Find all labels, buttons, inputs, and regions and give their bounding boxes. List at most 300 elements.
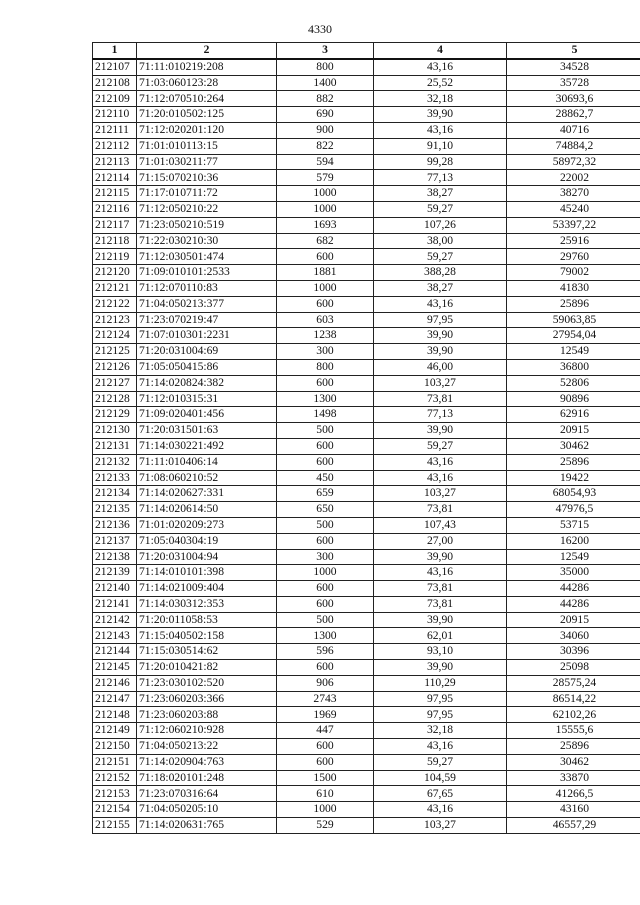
cell-value: 62916 — [507, 407, 640, 423]
cell-cadastral-number: 71:15:040502:158 — [137, 628, 277, 644]
cell-area: 800 — [277, 359, 374, 375]
table-row — [93, 565, 640, 581]
cell-cadastral-number: 71:23:060203:366 — [137, 691, 277, 707]
cell-row-number: 212153 — [93, 786, 137, 802]
cell-cadastral-number: 71:14:020904:763 — [137, 754, 277, 770]
cell-value: 35000 — [507, 565, 640, 581]
cell-row-number: 212115 — [93, 186, 137, 202]
table-row — [93, 423, 640, 439]
column-header-3: 3 — [277, 43, 374, 59]
cell-cadastral-number: 71:20:011058:53 — [137, 612, 277, 628]
cell-value: 53715 — [507, 517, 640, 533]
cell-value: 41830 — [507, 280, 640, 296]
table-row — [93, 201, 640, 217]
cell-row-number: 212110 — [93, 107, 137, 123]
cell-row-number: 212142 — [93, 612, 137, 628]
cell-area: 822 — [277, 138, 374, 154]
table-row — [93, 122, 640, 138]
table-row — [93, 723, 640, 739]
cell-value: 53397,22 — [507, 217, 640, 233]
cell-area: 500 — [277, 423, 374, 439]
cell-cadastral-number: 71:09:010101:2533 — [137, 265, 277, 281]
cell-area: 600 — [277, 533, 374, 549]
cell-row-number: 212111 — [93, 122, 137, 138]
cell-cadastral-number: 71:11:010406:14 — [137, 454, 277, 470]
table-row — [93, 739, 640, 755]
cell-row-number: 212108 — [93, 75, 137, 91]
cell-area: 600 — [277, 249, 374, 265]
cell-cadastral-number: 71:07:010301:2231 — [137, 328, 277, 344]
cell-area: 594 — [277, 154, 374, 170]
cell-area: 529 — [277, 818, 374, 834]
cell-cadastral-number: 71:15:030514:62 — [137, 644, 277, 660]
cell-rate: 39,90 — [374, 423, 507, 439]
cell-rate: 43,16 — [374, 470, 507, 486]
cell-area: 600 — [277, 581, 374, 597]
cell-rate: 107,26 — [374, 217, 507, 233]
table-row — [93, 660, 640, 676]
cell-value: 40716 — [507, 122, 640, 138]
table-row — [93, 75, 640, 91]
cell-row-number: 212120 — [93, 265, 137, 281]
cell-area: 1400 — [277, 75, 374, 91]
cell-value: 44286 — [507, 596, 640, 612]
cell-cadastral-number: 71:11:010219:208 — [137, 59, 277, 75]
cell-area: 450 — [277, 470, 374, 486]
cell-rate: 73,81 — [374, 391, 507, 407]
cell-row-number: 212125 — [93, 344, 137, 360]
cell-area: 596 — [277, 644, 374, 660]
cell-value: 12549 — [507, 549, 640, 565]
cell-rate: 104,59 — [374, 770, 507, 786]
cell-rate: 43,16 — [374, 739, 507, 755]
cell-value: 29760 — [507, 249, 640, 265]
cell-cadastral-number: 71:12:070110:83 — [137, 280, 277, 296]
table-row — [93, 138, 640, 154]
table-row — [93, 707, 640, 723]
cell-row-number: 212114 — [93, 170, 137, 186]
table-row — [93, 533, 640, 549]
cell-row-number: 212117 — [93, 217, 137, 233]
cell-row-number: 212113 — [93, 154, 137, 170]
cell-value: 22002 — [507, 170, 640, 186]
cell-cadastral-number: 71:20:010421:82 — [137, 660, 277, 676]
cell-cadastral-number: 71:01:020209:273 — [137, 517, 277, 533]
cell-value: 27954,04 — [507, 328, 640, 344]
table-row — [93, 549, 640, 565]
cell-row-number: 212139 — [93, 565, 137, 581]
cell-area: 500 — [277, 612, 374, 628]
cell-value: 35728 — [507, 75, 640, 91]
cell-rate: 97,95 — [374, 691, 507, 707]
cell-row-number: 212130 — [93, 423, 137, 439]
cell-area: 882 — [277, 91, 374, 107]
table-row — [93, 217, 640, 233]
cell-rate: 59,27 — [374, 201, 507, 217]
cell-cadastral-number: 71:23:030102:520 — [137, 675, 277, 691]
cell-area: 600 — [277, 596, 374, 612]
cell-cadastral-number: 71:05:050415:86 — [137, 359, 277, 375]
cell-rate: 32,18 — [374, 723, 507, 739]
cell-cadastral-number: 71:23:050210:519 — [137, 217, 277, 233]
table-row — [93, 154, 640, 170]
cell-cadastral-number: 71:15:070210:36 — [137, 170, 277, 186]
cell-row-number: 212127 — [93, 375, 137, 391]
cell-row-number: 212141 — [93, 596, 137, 612]
table-row — [93, 770, 640, 786]
cell-row-number: 212124 — [93, 328, 137, 344]
cell-rate: 39,90 — [374, 549, 507, 565]
cell-rate: 59,27 — [374, 249, 507, 265]
cell-area: 906 — [277, 675, 374, 691]
cell-value: 20915 — [507, 612, 640, 628]
cell-row-number: 212131 — [93, 438, 137, 454]
cell-rate: 77,13 — [374, 170, 507, 186]
cell-rate: 97,95 — [374, 707, 507, 723]
cell-row-number: 212116 — [93, 201, 137, 217]
cell-rate: 38,00 — [374, 233, 507, 249]
table-row — [93, 628, 640, 644]
cell-value: 20915 — [507, 423, 640, 439]
cell-value: 25916 — [507, 233, 640, 249]
table-row — [93, 818, 640, 834]
cell-area: 600 — [277, 754, 374, 770]
cell-value: 62102,26 — [507, 707, 640, 723]
table-row — [93, 691, 640, 707]
cell-area: 600 — [277, 739, 374, 755]
table-row — [93, 59, 640, 75]
cell-rate: 388,28 — [374, 265, 507, 281]
cell-area: 600 — [277, 438, 374, 454]
cell-value: 28862,7 — [507, 107, 640, 123]
cell-rate: 77,13 — [374, 407, 507, 423]
cell-area: 603 — [277, 312, 374, 328]
cell-rate: 103,27 — [374, 375, 507, 391]
table-row — [93, 375, 640, 391]
cell-row-number: 212145 — [93, 660, 137, 676]
cell-rate: 73,81 — [374, 502, 507, 518]
table-row — [93, 233, 640, 249]
table-row — [93, 754, 640, 770]
cell-cadastral-number: 71:20:031004:94 — [137, 549, 277, 565]
cell-rate: 43,16 — [374, 565, 507, 581]
cell-row-number: 212119 — [93, 249, 137, 265]
cell-row-number: 212151 — [93, 754, 137, 770]
table-row — [93, 280, 640, 296]
table-row — [93, 391, 640, 407]
cell-cadastral-number: 71:14:021009:404 — [137, 581, 277, 597]
column-header-1: 1 — [93, 43, 137, 59]
cell-cadastral-number: 71:14:030221:492 — [137, 438, 277, 454]
table-row — [93, 265, 640, 281]
cell-value: 16200 — [507, 533, 640, 549]
cell-rate: 59,27 — [374, 754, 507, 770]
cell-row-number: 212122 — [93, 296, 137, 312]
cell-row-number: 212149 — [93, 723, 137, 739]
table-row — [93, 170, 640, 186]
cell-row-number: 212135 — [93, 502, 137, 518]
cell-value: 30462 — [507, 754, 640, 770]
cell-value: 52806 — [507, 375, 640, 391]
cell-rate: 110,29 — [374, 675, 507, 691]
cell-rate: 103,27 — [374, 486, 507, 502]
cell-rate: 43,16 — [374, 122, 507, 138]
cell-value: 45240 — [507, 201, 640, 217]
cell-rate: 43,16 — [374, 802, 507, 818]
cell-area: 1238 — [277, 328, 374, 344]
cell-row-number: 212138 — [93, 549, 137, 565]
cell-row-number: 212123 — [93, 312, 137, 328]
cell-value: 43160 — [507, 802, 640, 818]
cell-cadastral-number: 71:14:020614:50 — [137, 502, 277, 518]
cell-value: 28575,24 — [507, 675, 640, 691]
table-row — [93, 249, 640, 265]
cell-area: 600 — [277, 296, 374, 312]
cell-rate: 39,90 — [374, 328, 507, 344]
cell-rate: 38,27 — [374, 186, 507, 202]
cell-cadastral-number: 71:03:060123:28 — [137, 75, 277, 91]
cell-row-number: 212143 — [93, 628, 137, 644]
cell-row-number: 212146 — [93, 675, 137, 691]
cell-area: 300 — [277, 344, 374, 360]
cell-rate: 97,95 — [374, 312, 507, 328]
cell-rate: 38,27 — [374, 280, 507, 296]
cell-area: 1693 — [277, 217, 374, 233]
table-row — [93, 438, 640, 454]
cell-row-number: 212155 — [93, 818, 137, 834]
cell-row-number: 212118 — [93, 233, 137, 249]
cell-row-number: 212148 — [93, 707, 137, 723]
cell-row-number: 212154 — [93, 802, 137, 818]
cell-rate: 73,81 — [374, 581, 507, 597]
cell-cadastral-number: 71:23:070219:47 — [137, 312, 277, 328]
cell-row-number: 212152 — [93, 770, 137, 786]
cell-rate: 93,10 — [374, 644, 507, 660]
cell-rate: 43,16 — [374, 59, 507, 75]
table-row — [93, 407, 640, 423]
cell-cadastral-number: 71:04:050205:10 — [137, 802, 277, 818]
cell-cadastral-number: 71:12:060210:928 — [137, 723, 277, 739]
cell-rate: 59,27 — [374, 438, 507, 454]
cell-cadastral-number: 71:20:031004:69 — [137, 344, 277, 360]
table-row — [93, 344, 640, 360]
cell-value: 74884,2 — [507, 138, 640, 154]
cell-area: 682 — [277, 233, 374, 249]
cell-cadastral-number: 71:18:020101:248 — [137, 770, 277, 786]
cell-cadastral-number: 71:23:060203:88 — [137, 707, 277, 723]
cell-cadastral-number: 71:14:010101:398 — [137, 565, 277, 581]
cell-value: 34060 — [507, 628, 640, 644]
cell-value: 34528 — [507, 59, 640, 75]
cell-area: 1881 — [277, 265, 374, 281]
cell-value: 30693,6 — [507, 91, 640, 107]
cell-row-number: 212140 — [93, 581, 137, 597]
cell-area: 1000 — [277, 802, 374, 818]
cell-rate: 43,16 — [374, 454, 507, 470]
cell-area: 600 — [277, 375, 374, 391]
table-row — [93, 612, 640, 628]
cell-row-number: 212134 — [93, 486, 137, 502]
table-row — [93, 470, 640, 486]
cell-row-number: 212147 — [93, 691, 137, 707]
cell-row-number: 212128 — [93, 391, 137, 407]
column-header-5: 5 — [507, 43, 640, 59]
cell-value: 68054,93 — [507, 486, 640, 502]
cell-area: 650 — [277, 502, 374, 518]
cell-area: 1000 — [277, 565, 374, 581]
cell-area: 900 — [277, 122, 374, 138]
table-row — [93, 675, 640, 691]
column-header-4: 4 — [374, 43, 507, 59]
cell-area: 1300 — [277, 628, 374, 644]
cell-value: 90896 — [507, 391, 640, 407]
cell-rate: 39,90 — [374, 660, 507, 676]
cell-value: 30462 — [507, 438, 640, 454]
cell-cadastral-number: 71:01:010113:15 — [137, 138, 277, 154]
cell-value: 59063,85 — [507, 312, 640, 328]
cell-rate: 39,90 — [374, 344, 507, 360]
cell-area: 579 — [277, 170, 374, 186]
cell-cadastral-number: 71:20:010502:125 — [137, 107, 277, 123]
cell-rate: 27,00 — [374, 533, 507, 549]
cell-value: 79002 — [507, 265, 640, 281]
cell-area: 1500 — [277, 770, 374, 786]
table-header-row — [93, 43, 640, 59]
cell-area: 447 — [277, 723, 374, 739]
cell-value: 25896 — [507, 739, 640, 755]
cell-rate: 99,28 — [374, 154, 507, 170]
table-row — [93, 186, 640, 202]
cell-rate: 67,65 — [374, 786, 507, 802]
cell-area: 1000 — [277, 201, 374, 217]
cell-area: 1000 — [277, 280, 374, 296]
cell-value: 41266,5 — [507, 786, 640, 802]
cell-row-number: 212129 — [93, 407, 137, 423]
cell-rate: 73,81 — [374, 596, 507, 612]
cell-value: 33870 — [507, 770, 640, 786]
cell-value: 15555,6 — [507, 723, 640, 739]
page-number: 4330 — [308, 22, 332, 36]
table-row — [93, 296, 640, 312]
cell-rate: 62,01 — [374, 628, 507, 644]
cell-value: 12549 — [507, 344, 640, 360]
cell-row-number: 212144 — [93, 644, 137, 660]
cell-cadastral-number: 71:08:060210:52 — [137, 470, 277, 486]
cell-area: 2743 — [277, 691, 374, 707]
cell-rate: 91,10 — [374, 138, 507, 154]
cell-value: 25098 — [507, 660, 640, 676]
cell-cadastral-number: 71:14:030312:353 — [137, 596, 277, 612]
cell-area: 1000 — [277, 186, 374, 202]
cell-area: 690 — [277, 107, 374, 123]
column-header-2: 2 — [137, 43, 277, 59]
cell-cadastral-number: 71:01:030211:77 — [137, 154, 277, 170]
cell-rate: 25,52 — [374, 75, 507, 91]
data-table — [92, 42, 640, 834]
cell-cadastral-number: 71:14:020627:331 — [137, 486, 277, 502]
cell-row-number: 212133 — [93, 470, 137, 486]
cell-row-number: 212136 — [93, 517, 137, 533]
cell-rate: 107,43 — [374, 517, 507, 533]
table-row — [93, 107, 640, 123]
table-row — [93, 91, 640, 107]
cell-value: 58972,32 — [507, 154, 640, 170]
cell-rate: 39,90 — [374, 612, 507, 628]
cell-row-number: 212109 — [93, 91, 137, 107]
cell-cadastral-number: 71:17:010711:72 — [137, 186, 277, 202]
cell-row-number: 212121 — [93, 280, 137, 296]
cell-value: 25896 — [507, 296, 640, 312]
cell-value: 19422 — [507, 470, 640, 486]
table-body — [93, 59, 640, 834]
cell-area: 1498 — [277, 407, 374, 423]
cell-cadastral-number: 71:12:050210:22 — [137, 201, 277, 217]
cell-cadastral-number: 71:14:020824:382 — [137, 375, 277, 391]
cell-rate: 103,27 — [374, 818, 507, 834]
cell-row-number: 212150 — [93, 739, 137, 755]
cell-cadastral-number: 71:23:070316:64 — [137, 786, 277, 802]
cell-area: 500 — [277, 517, 374, 533]
cell-cadastral-number: 71:04:050213:377 — [137, 296, 277, 312]
cell-value: 30396 — [507, 644, 640, 660]
cell-row-number: 212137 — [93, 533, 137, 549]
table-row — [93, 454, 640, 470]
cell-value: 38270 — [507, 186, 640, 202]
cell-area: 600 — [277, 454, 374, 470]
cell-row-number: 212107 — [93, 59, 137, 75]
cell-rate: 46,00 — [374, 359, 507, 375]
cell-value: 47976,5 — [507, 502, 640, 518]
cell-area: 600 — [277, 660, 374, 676]
table-row — [93, 786, 640, 802]
table-row — [93, 502, 640, 518]
cell-cadastral-number: 71:04:050213:22 — [137, 739, 277, 755]
table-row — [93, 802, 640, 818]
table-row — [93, 359, 640, 375]
cell-cadastral-number: 71:12:070510:264 — [137, 91, 277, 107]
cell-area: 659 — [277, 486, 374, 502]
cell-rate: 43,16 — [374, 296, 507, 312]
table-row — [93, 644, 640, 660]
table-row — [93, 596, 640, 612]
cell-row-number: 212126 — [93, 359, 137, 375]
cell-area: 300 — [277, 549, 374, 565]
cell-cadastral-number: 71:05:040304:19 — [137, 533, 277, 549]
cell-area: 610 — [277, 786, 374, 802]
cell-cadastral-number: 71:12:020201:120 — [137, 122, 277, 138]
cell-area: 1300 — [277, 391, 374, 407]
cell-row-number: 212112 — [93, 138, 137, 154]
cell-rate: 32,18 — [374, 91, 507, 107]
cell-row-number: 212132 — [93, 454, 137, 470]
cell-value: 44286 — [507, 581, 640, 597]
cell-area: 800 — [277, 59, 374, 75]
cell-value: 25896 — [507, 454, 640, 470]
table-row — [93, 486, 640, 502]
cell-cadastral-number: 71:20:031501:63 — [137, 423, 277, 439]
cell-value: 86514,22 — [507, 691, 640, 707]
cell-cadastral-number: 71:12:010315:31 — [137, 391, 277, 407]
cell-cadastral-number: 71:09:020401:456 — [137, 407, 277, 423]
cell-cadastral-number: 71:14:020631:765 — [137, 818, 277, 834]
table-row — [93, 328, 640, 344]
cell-value: 46557,29 — [507, 818, 640, 834]
table-row — [93, 581, 640, 597]
cell-rate: 39,90 — [374, 107, 507, 123]
cell-value: 36800 — [507, 359, 640, 375]
table-row — [93, 517, 640, 533]
cell-cadastral-number: 71:12:030501:474 — [137, 249, 277, 265]
